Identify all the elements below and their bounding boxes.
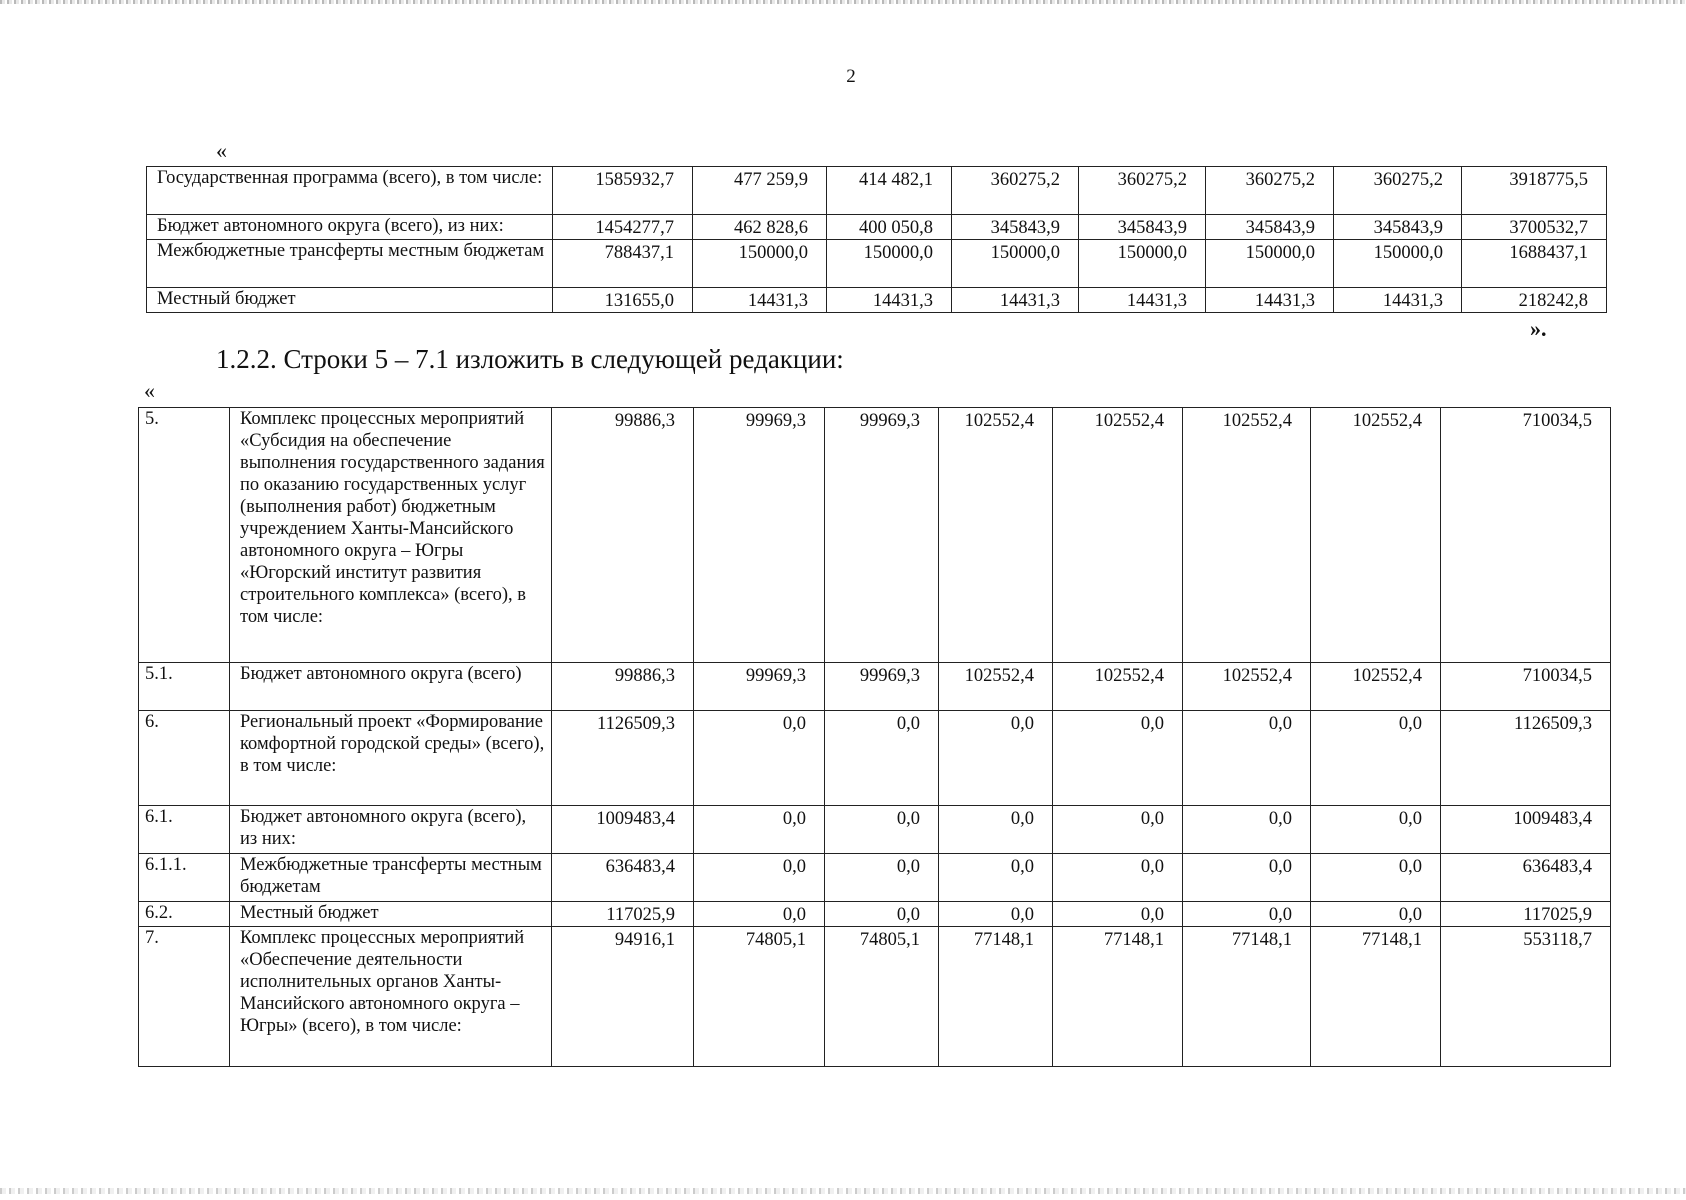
value-cell: 414 482,1 <box>827 167 952 215</box>
row-label: Государственная программа (всего), в том числе: <box>147 167 553 215</box>
budget-table-top <box>146 166 1607 313</box>
row-number: 6.1. <box>139 806 230 854</box>
row-label: Межбюджетные трансферты местным бюджетам <box>230 854 552 902</box>
row-number: 6.2. <box>139 902 230 927</box>
row-number: 6. <box>139 711 230 806</box>
value-cell: 102552,4 <box>939 408 1053 663</box>
value-cell: 360275,2 <box>1334 167 1462 215</box>
table-row <box>139 711 1611 806</box>
table-row <box>139 663 1611 711</box>
row-label: Бюджет автономного округа (всего), из них: <box>147 215 553 240</box>
value-cell: 150000,0 <box>827 240 952 288</box>
row-number: 6.1.1. <box>139 854 230 902</box>
value-cell: 102552,4 <box>939 663 1053 711</box>
value-cell: 0,0 <box>694 711 825 806</box>
value-cell: 99969,3 <box>694 408 825 663</box>
value-cell: 74805,1 <box>694 927 825 1067</box>
value-cell: 150000,0 <box>952 240 1079 288</box>
value-cell: 0,0 <box>694 902 825 927</box>
value-cell: 1126509,3 <box>1441 711 1611 806</box>
value-cell: 0,0 <box>1053 806 1183 854</box>
scan-edge-top <box>0 0 1686 4</box>
value-cell: 3918775,5 <box>1462 167 1607 215</box>
value-cell: 102552,4 <box>1053 663 1183 711</box>
table-row <box>139 806 1611 854</box>
value-cell: 0,0 <box>939 711 1053 806</box>
value-cell: 0,0 <box>939 902 1053 927</box>
value-cell: 0,0 <box>1183 711 1311 806</box>
value-cell: 400 050,8 <box>827 215 952 240</box>
opening-quote-bottom: « <box>144 378 155 403</box>
value-cell: 360275,2 <box>1079 167 1206 215</box>
value-cell: 102552,4 <box>1311 408 1441 663</box>
row-label: Бюджет автономного округа (всего), из них: <box>230 806 552 854</box>
value-cell: 360275,2 <box>1206 167 1334 215</box>
value-cell: 477 259,9 <box>693 167 827 215</box>
value-cell: 345843,9 <box>1079 215 1206 240</box>
value-cell: 74805,1 <box>825 927 939 1067</box>
value-cell: 150000,0 <box>1079 240 1206 288</box>
value-cell: 0,0 <box>939 854 1053 902</box>
value-cell: 1126509,3 <box>552 711 694 806</box>
row-label: Местный бюджет <box>230 902 552 927</box>
value-cell: 0,0 <box>1311 711 1441 806</box>
table-row <box>147 167 1607 215</box>
value-cell: 462 828,6 <box>693 215 827 240</box>
row-number: 5.1. <box>139 663 230 711</box>
value-cell: 77148,1 <box>1183 927 1311 1067</box>
value-cell: 14431,3 <box>1206 288 1334 313</box>
value-cell: 117025,9 <box>552 902 694 927</box>
value-cell: 131655,0 <box>553 288 693 313</box>
row-label: Межбюджетные трансферты местным бюджетам <box>147 240 553 288</box>
value-cell: 102552,4 <box>1183 663 1311 711</box>
scan-edge-bottom <box>0 1188 1686 1194</box>
value-cell: 14431,3 <box>827 288 952 313</box>
value-cell: 77148,1 <box>939 927 1053 1067</box>
value-cell: 345843,9 <box>1206 215 1334 240</box>
value-cell: 0,0 <box>1183 854 1311 902</box>
value-cell: 345843,9 <box>1334 215 1462 240</box>
value-cell: 1009483,4 <box>552 806 694 854</box>
value-cell: 102552,4 <box>1053 408 1183 663</box>
value-cell: 710034,5 <box>1441 408 1611 663</box>
value-cell: 14431,3 <box>1079 288 1206 313</box>
value-cell: 14431,3 <box>1334 288 1462 313</box>
table-row <box>139 927 1611 1067</box>
row-number: 5. <box>139 408 230 663</box>
value-cell: 150000,0 <box>1206 240 1334 288</box>
table-row <box>139 408 1611 663</box>
value-cell: 710034,5 <box>1441 663 1611 711</box>
table-row <box>147 288 1607 313</box>
value-cell: 345843,9 <box>952 215 1079 240</box>
value-cell: 99886,3 <box>552 408 694 663</box>
page-number: 2 <box>846 66 856 87</box>
value-cell: 0,0 <box>1053 902 1183 927</box>
value-cell: 553118,7 <box>1441 927 1611 1067</box>
row-label: Комплекс процессных мероприятий «Субсидия на обеспечение выполнения государственного задания по оказанию государственных услуг (выполнения работ) бюджетным учреждением Ханты-Мансийского автономного округа – Югры «Югорский институт развития строительного комплекса» (всего), в том числе: <box>230 408 552 663</box>
value-cell: 788437,1 <box>553 240 693 288</box>
value-cell: 94916,1 <box>552 927 694 1067</box>
value-cell: 0,0 <box>825 806 939 854</box>
value-cell: 218242,8 <box>1462 288 1607 313</box>
row-number: 7. <box>139 927 230 1067</box>
row-label: Бюджет автономного округа (всего) <box>230 663 552 711</box>
value-cell: 360275,2 <box>952 167 1079 215</box>
value-cell: 14431,3 <box>693 288 827 313</box>
value-cell: 99969,3 <box>825 408 939 663</box>
value-cell: 99969,3 <box>694 663 825 711</box>
value-cell: 1009483,4 <box>1441 806 1611 854</box>
table-row <box>147 240 1607 288</box>
value-cell: 0,0 <box>939 806 1053 854</box>
row-label: Комплекс процессных мероприятий «Обеспечение деятельности исполнительных органов Ханты-Мансийского автономного округа – Югры» (всего), в том числе: <box>230 927 552 1067</box>
value-cell: 99886,3 <box>552 663 694 711</box>
value-cell: 636483,4 <box>1441 854 1611 902</box>
row-label: Региональный проект «Формирование комфортной городской среды» (всего), в том числе: <box>230 711 552 806</box>
value-cell: 1585932,7 <box>553 167 693 215</box>
value-cell: 0,0 <box>825 711 939 806</box>
value-cell: 14431,3 <box>952 288 1079 313</box>
value-cell: 0,0 <box>1311 902 1441 927</box>
value-cell: 0,0 <box>825 854 939 902</box>
value-cell: 0,0 <box>1183 806 1311 854</box>
value-cell: 0,0 <box>694 854 825 902</box>
value-cell: 0,0 <box>1053 854 1183 902</box>
value-cell: 0,0 <box>1053 711 1183 806</box>
section-heading: 1.2.2. Строки 5 – 7.1 изложить в следующей редакции: <box>216 344 844 374</box>
value-cell: 77148,1 <box>1311 927 1441 1067</box>
opening-quote-top: « <box>216 138 227 163</box>
value-cell: 150000,0 <box>693 240 827 288</box>
value-cell: 3700532,7 <box>1462 215 1607 240</box>
budget-table-bottom <box>138 407 1611 1067</box>
value-cell: 102552,4 <box>1311 663 1441 711</box>
table-row <box>139 854 1611 902</box>
value-cell: 0,0 <box>1311 806 1441 854</box>
value-cell: 0,0 <box>1311 854 1441 902</box>
value-cell: 77148,1 <box>1053 927 1183 1067</box>
value-cell: 0,0 <box>1183 902 1311 927</box>
value-cell: 1454277,7 <box>553 215 693 240</box>
row-label: Местный бюджет <box>147 288 553 313</box>
closing-quote-top: ». <box>1530 316 1547 341</box>
value-cell: 150000,0 <box>1334 240 1462 288</box>
value-cell: 117025,9 <box>1441 902 1611 927</box>
value-cell: 1688437,1 <box>1462 240 1607 288</box>
value-cell: 99969,3 <box>825 663 939 711</box>
table-row <box>147 215 1607 240</box>
table-row <box>139 902 1611 927</box>
value-cell: 0,0 <box>694 806 825 854</box>
value-cell: 636483,4 <box>552 854 694 902</box>
value-cell: 0,0 <box>825 902 939 927</box>
value-cell: 102552,4 <box>1183 408 1311 663</box>
